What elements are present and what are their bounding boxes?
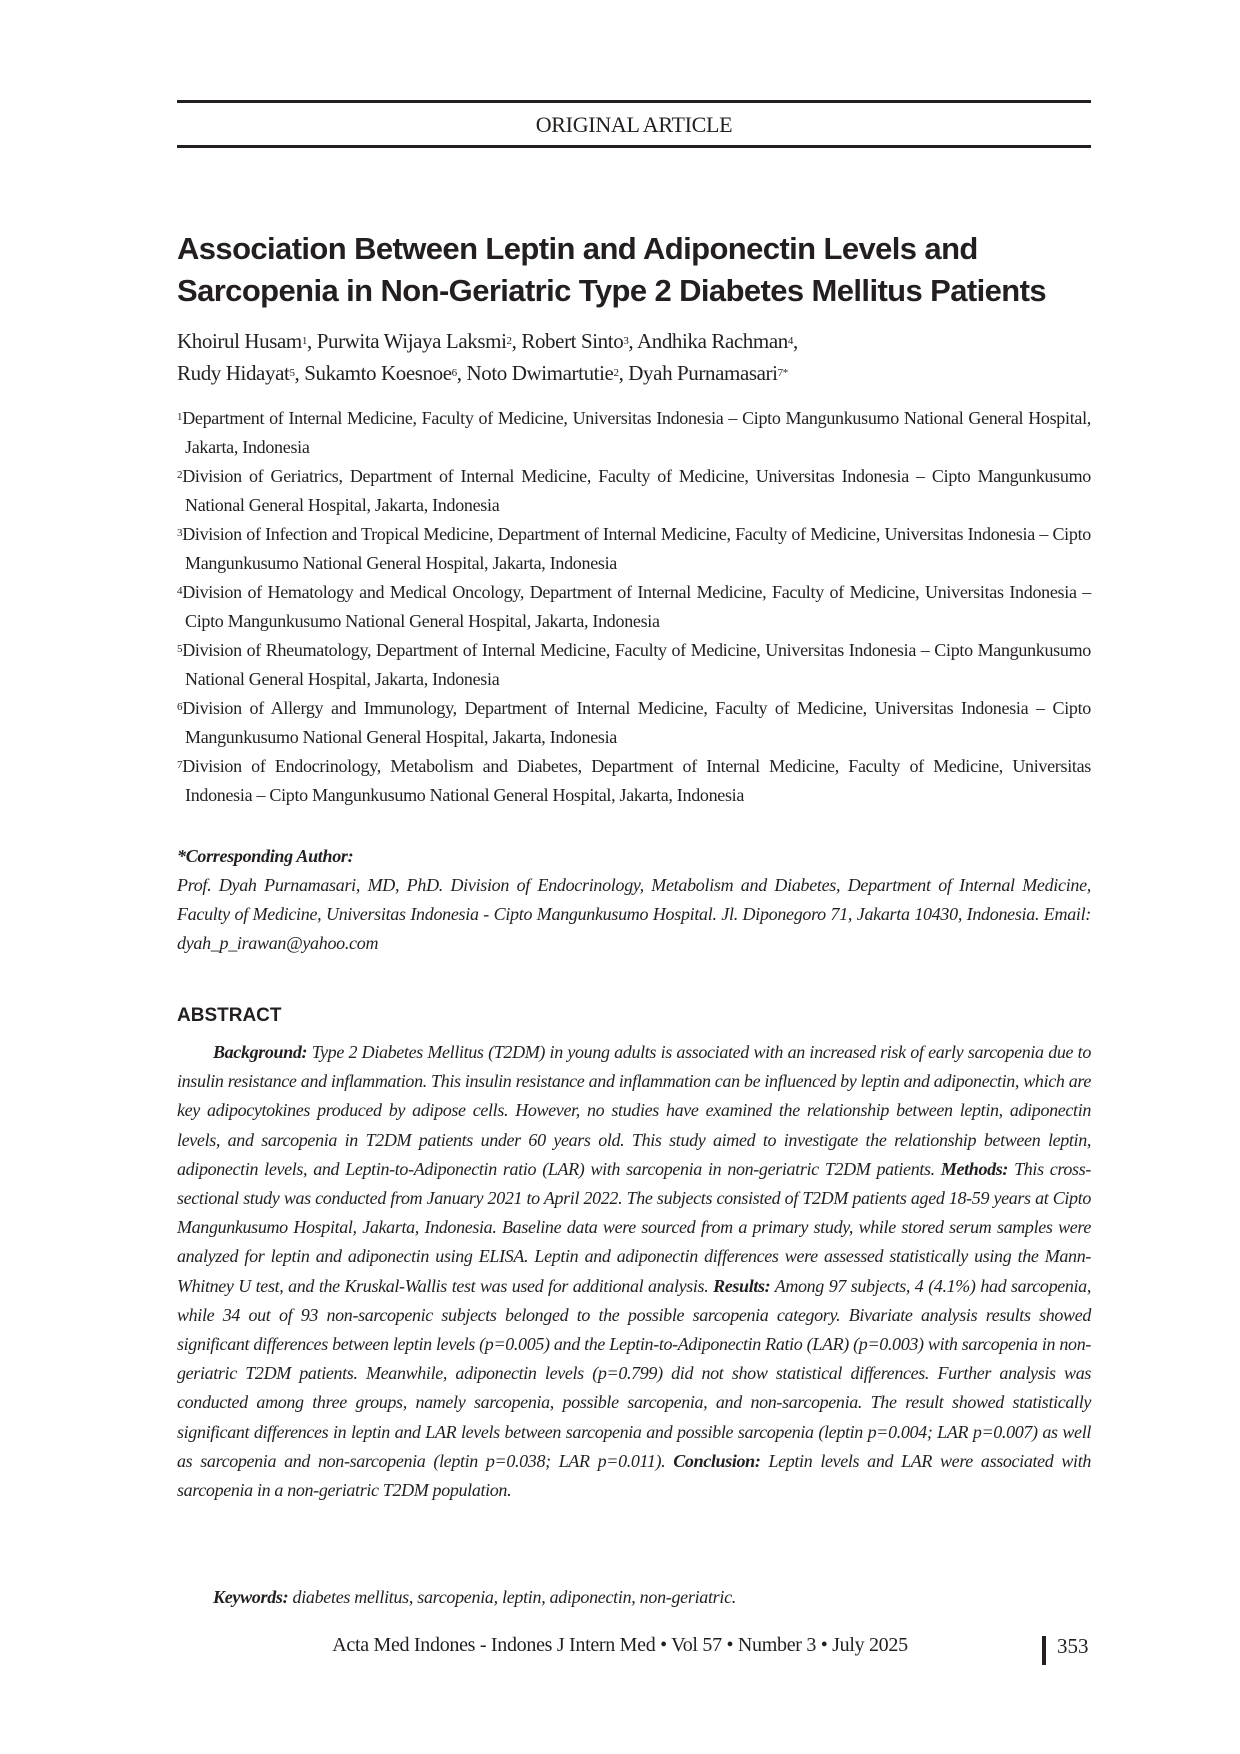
author-name: Dyah Purnamasari	[628, 361, 778, 385]
header-bottom-rule	[177, 145, 1091, 148]
author-separator: ,	[306, 329, 317, 353]
author-affiliation-marker: 2	[506, 335, 512, 347]
author-affiliation-marker: 6	[451, 367, 457, 379]
author-affiliation-marker: 2	[613, 367, 619, 379]
author-separator: ,	[511, 329, 522, 353]
article-title	[177, 228, 1117, 312]
abstract-body	[177, 1038, 1091, 1505]
page-number-bar	[1042, 1636, 1046, 1665]
affiliation-item	[177, 462, 1091, 520]
author-separator: ,	[294, 361, 305, 385]
corresponding-author-details: Prof. Dyah Purnamasari, MD, PhD. Division of Endocrinology, Metabolism and Diabetes, Department of Internal Medicine, Faculty of Medicine, Universitas Indonesia - Cipto Mangunkusumo Hospital. Jl. Diponegoro 71, Jakarta 10430, Indonesia. Email: dyah_p_irawan@yahoo.com	[177, 875, 1091, 953]
affiliation-text: Division of Geriatrics, Department of Internal Medicine, Faculty of Medicine, Universitas Indonesia – Cipto Mangunkusumo National General Hospital, Jakarta, Indonesia	[182, 466, 1091, 515]
header-top-rule	[177, 100, 1091, 103]
results-text: Among 97 subjects, 4 (4.1%) had sarcopenia, while 34 out of 93 non-sarcopenic subjects belonged to the possible sarcopenia category. Bivariate analysis results showed significant differences between leptin levels (p=0.005) and the Leptin-to-Adiponectin Ratio (LAR) (p=0.003) with sarcopenia in non-geriatric T2DM patients. Meanwhile, adiponectin levels (p=0.799) did not show statistical differences. Further analysis was conducted among three groups, namely sarcopenia, possible sarcopenia, and non-sarcopenia. The result showed statistically significant differences in leptin and LAR levels between sarcopenia and possible sarcopenia (leptin p=0.004; LAR p=0.007) as well as sarcopenia and non-sarcopenia (leptin p=0.038; LAR p=0.011).	[177, 1275, 1091, 1471]
affiliation-text: Department of Internal Medicine, Faculty of Medicine, Universitas Indonesia – Cipto Mangunkusumo National General Hospital, Jakarta, Indonesia	[182, 408, 1091, 457]
affiliation-number: 4	[177, 585, 183, 597]
author-name: Rudy Hidayat	[177, 361, 290, 385]
affiliation-number: 7	[177, 759, 183, 771]
author-name: Noto Dwimartutie	[466, 361, 614, 385]
affiliation-number: 3	[177, 527, 183, 539]
background-text: Type 2 Diabetes Mellitus (T2DM) in young adults is associated with an increased risk of early sarcopenia due to insulin resistance and inflammation. This insulin resistance and inflammation can be influenced by leptin and adiponectin, which are key adipocytokines produced by adipose cells. However, no studies have examined the relationship between leptin, adiponectin levels, and sarcopenia in T2DM patients under 60 years old. This study aimed to investigate the relationship between leptin, adiponectin levels, and Leptin-to-Adiponectin ratio (LAR) with sarcopenia in non-geriatric T2DM patients.	[177, 1042, 1091, 1179]
methods-label: Methods:	[940, 1158, 1009, 1179]
affiliation-item	[177, 694, 1091, 752]
author-affiliation-marker: 3	[623, 335, 629, 347]
author-separator: ,	[618, 361, 629, 385]
author-affiliation-marker: 4	[787, 335, 793, 347]
conclusion-text: Leptin levels and LAR were associated with sarcopenia in a non-geriatric T2DM population.	[177, 1450, 1091, 1501]
keywords	[213, 1587, 736, 1608]
affiliation-text: Division of Allergy and Immunology, Department of Internal Medicine, Faculty of Medicine, Universitas Indonesia – Cipto Mangunkusumo National General Hospital, Jakarta, Indonesia	[182, 698, 1091, 747]
title-line-1: Association Between Leptin and Adiponectin Levels and	[177, 231, 978, 266]
author-name: Andhika Rachman	[636, 329, 788, 353]
affiliation-text: Division of Hematology and Medical Oncology, Department of Internal Medicine, Faculty of Medicine, Universitas Indonesia – Cipto Mangunkusumo National General Hospital, Jakarta, Indonesia	[182, 582, 1091, 631]
keywords-text: diabetes mellitus, sarcopenia, leptin, adiponectin, non-geriatric.	[288, 1587, 736, 1607]
author-affiliation-marker: 7*	[777, 367, 788, 379]
page-number: 353	[1057, 1634, 1089, 1658]
title-line-2: Sarcopenia in Non-Geriatric Type 2 Diabetes Mellitus Patients	[177, 273, 1046, 308]
affiliation-item	[177, 752, 1091, 810]
author-affiliation-marker: 5	[289, 367, 295, 379]
author-name: Purwita Wijaya Laksmi	[316, 329, 507, 353]
author-separator: ,	[792, 329, 798, 353]
affiliation-item	[177, 578, 1091, 636]
affiliation-list	[177, 404, 1091, 810]
results-label: Results:	[713, 1275, 771, 1296]
conclusion-label: Conclusion:	[673, 1450, 761, 1471]
author-affiliation-marker: 1	[301, 335, 307, 347]
affiliation-number: 5	[177, 643, 183, 655]
author-name: Robert Sinto	[521, 329, 624, 353]
background-label: Background:	[213, 1042, 308, 1062]
corresponding-author	[177, 842, 1091, 958]
author-separator: ,	[456, 361, 467, 385]
affiliation-item	[177, 636, 1091, 694]
affiliation-number: 6	[177, 701, 183, 713]
affiliation-number: 1	[177, 411, 183, 423]
corresponding-author-label: *Corresponding Author:	[177, 846, 354, 866]
affiliation-text: Division of Endocrinology, Metabolism and Diabetes, Department of Internal Medicine, Faculty of Medicine, Universitas Indonesia – Cipto Mangunkusumo National General Hospital, Jakarta, Indonesia	[182, 756, 1091, 805]
affiliation-item	[177, 404, 1091, 462]
author-name: Khoirul Husam	[177, 329, 302, 353]
affiliation-number: 2	[177, 469, 183, 481]
affiliation-text: Division of Rheumatology, Department of Internal Medicine, Faculty of Medicine, Universitas Indonesia – Cipto Mangunkusumo National General Hospital, Jakarta, Indonesia	[182, 640, 1091, 689]
author-list	[177, 325, 1091, 389]
affiliation-item	[177, 520, 1091, 578]
author-name: Sukamto Koesnoe	[304, 361, 452, 385]
keywords-label: Keywords:	[213, 1587, 289, 1607]
abstract-heading: ABSTRACT	[177, 1005, 282, 1026]
journal-citation: Acta Med Indones - Indones J Intern Med • Vol 57 • Number 3 • July 2025	[332, 1634, 908, 1656]
methods-text: This cross-sectional study was conducted from January 2021 to April 2022. The subjects consisted of T2DM patients aged 18-59 years at Cipto Mangunkusumo Hospital, Jakarta, Indonesia. Baseline data were sourced from a primary study, while stored serum samples were analyzed for leptin and adiponectin using ELISA. Leptin and adiponectin differences were assessed statistically using the Mann-Whitney U test, and the Kruskal-Wallis test was used for additional analysis.	[177, 1158, 1091, 1296]
affiliation-text: Division of Infection and Tropical Medicine, Department of Internal Medicine, Faculty of Medicine, Universitas Indonesia – Cipto Mangunkusumo National General Hospital, Jakarta, Indonesia	[182, 524, 1091, 573]
article-type-label: ORIGINAL ARTICLE	[535, 112, 733, 137]
author-separator: ,	[628, 329, 637, 353]
